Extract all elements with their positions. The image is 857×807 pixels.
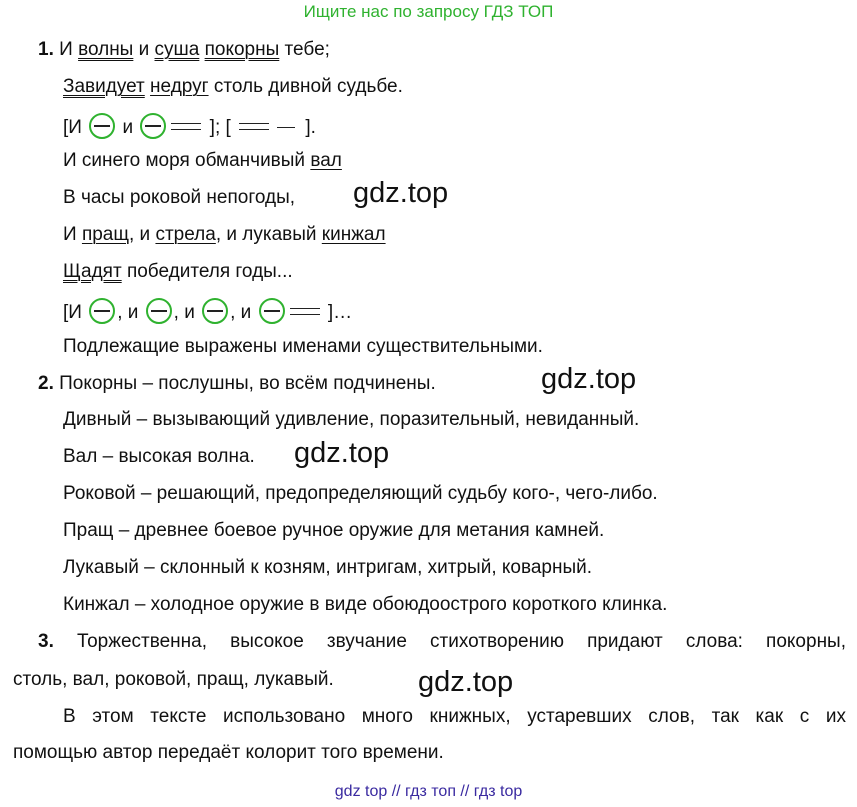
text: Торжественна, высокое звучание стихотворению придают слова: покорны, bbox=[76, 631, 846, 652]
text: столь дивной судьбе. bbox=[208, 76, 403, 97]
text: [И bbox=[63, 117, 88, 138]
task1-line1 bbox=[38, 38, 330, 62]
subject-word: суша bbox=[154, 39, 200, 60]
predicate-double-line-icon bbox=[290, 308, 320, 315]
subject-circle-icon bbox=[202, 298, 228, 324]
task1-line4 bbox=[63, 149, 342, 173]
text: и bbox=[117, 117, 139, 138]
predicate-word: волны bbox=[78, 39, 134, 60]
task1-line5: В часы роковой непогоды, bbox=[63, 187, 296, 208]
subject-circle-icon bbox=[259, 298, 285, 324]
subject-word: стрела bbox=[155, 224, 216, 245]
task2-line7: Кинжал – холодное оружие в виде обоюдоострого короткого клинка. bbox=[63, 594, 668, 615]
task1-line9: Подлежащие выражены именами существительными. bbox=[63, 336, 543, 357]
task2-line4: Роковой – решающий, предопределяющий судьбу кого-, чего-либо. bbox=[63, 483, 658, 504]
text: , и bbox=[129, 224, 156, 245]
predicate-word: покорны bbox=[204, 39, 280, 60]
watermark: gdz.top bbox=[294, 437, 390, 469]
text: победителя годы... bbox=[121, 261, 293, 282]
text: [И bbox=[63, 302, 88, 323]
task2-line1 bbox=[38, 372, 436, 396]
predicate-double-line-icon bbox=[171, 123, 201, 130]
subject-circle-icon bbox=[89, 298, 115, 324]
task3-line1 bbox=[38, 630, 846, 654]
text: Покорны – послушны, во всём подчинены. bbox=[53, 373, 436, 394]
text: , и bbox=[117, 302, 144, 323]
subject-word: кинжал bbox=[321, 224, 386, 245]
task1-line7 bbox=[63, 260, 293, 284]
predicate-double-line-icon bbox=[239, 123, 269, 130]
subject-line-icon bbox=[277, 127, 295, 128]
subject-circle-icon bbox=[89, 113, 115, 139]
task2-number: 2. bbox=[38, 373, 54, 394]
task3-line2: столь, вал, роковой, пращ, лукавый. bbox=[13, 669, 334, 690]
task3-number: 3. bbox=[38, 631, 54, 652]
subject-word: пращ bbox=[81, 224, 129, 245]
subject-word: вал bbox=[310, 150, 342, 171]
text: , и лукавый bbox=[215, 224, 322, 245]
watermark: gdz.top bbox=[353, 177, 449, 209]
text: И bbox=[59, 39, 79, 60]
text: и bbox=[133, 39, 155, 60]
text: , и bbox=[230, 302, 257, 323]
task2-line6: Лукавый – склонный к козням, интригам, хитрый, коварный. bbox=[63, 557, 593, 578]
task2-line3: Вал – высокая волна. bbox=[63, 446, 255, 467]
text: И bbox=[63, 224, 82, 245]
task1-line2 bbox=[63, 75, 403, 99]
text: И синего моря обманчивый bbox=[63, 150, 311, 171]
task3-line3: В этом тексте использовано много книжных, устаревших слов, так как с их bbox=[63, 706, 846, 727]
task1-line6 bbox=[63, 223, 386, 247]
subject-circle-icon bbox=[140, 113, 166, 139]
watermark: gdz.top bbox=[418, 666, 514, 698]
text: тебе; bbox=[279, 39, 330, 60]
predicate-word: Щадят bbox=[63, 261, 122, 282]
task3-line4: помощью автор передаёт колорит того времени. bbox=[13, 742, 444, 763]
predicate-word: Завидует bbox=[63, 76, 145, 97]
text: , и bbox=[173, 302, 201, 323]
task1-scheme2 bbox=[63, 298, 352, 325]
task1-number: 1. bbox=[38, 39, 54, 60]
subject-word: недруг bbox=[150, 76, 209, 97]
text: ]. bbox=[300, 117, 316, 138]
watermark: gdz.top bbox=[541, 363, 637, 395]
task2-line2: Дивный – вызывающий удивление, поразительный, невиданный. bbox=[63, 409, 640, 430]
task2-line5: Пращ – древнее боевое ручное оружие для метания камней. bbox=[63, 520, 605, 541]
footer-links[interactable]: gdz top // гдз топ // гдз top bbox=[334, 783, 523, 800]
text: ]… bbox=[322, 302, 353, 323]
search-banner-link[interactable]: Ищите нас по запросу ГДЗ ТОП bbox=[303, 2, 554, 21]
task1-scheme1 bbox=[63, 113, 316, 140]
text: ]; [ bbox=[204, 117, 237, 138]
subject-circle-icon bbox=[146, 298, 172, 324]
